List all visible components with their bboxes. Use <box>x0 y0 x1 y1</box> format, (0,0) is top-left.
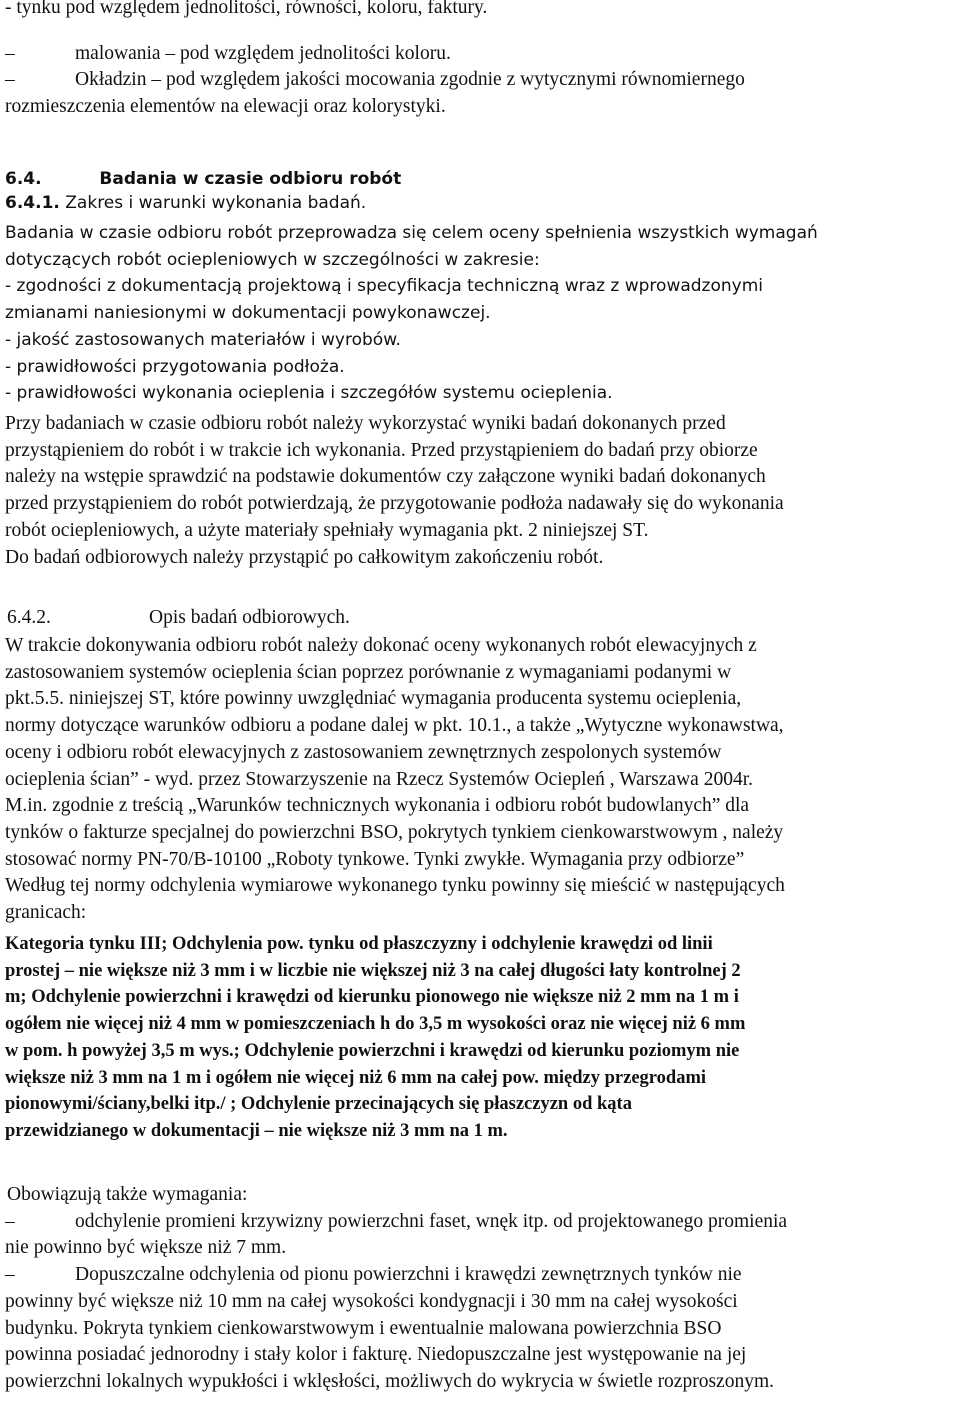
dash-item-text: Dopuszczalne odchylenia od pionu powierzchni i krawędzi zewnętrznych tynków nie <box>75 1264 742 1286</box>
text-line: Badania w czasie odbioru robót przeprowadza się celem oceny spełnienia wszystkich wymagań <box>5 223 818 243</box>
bold-paragraph <box>5 931 955 1145</box>
text-line: granicach: <box>5 902 87 924</box>
text-line: oceny i odbioru robót elewacyjnych z zastosowaniem zewnętrznych zespolonych systemów <box>5 741 722 763</box>
text-line: nie powinno być większe niż 7 mm. <box>5 1237 287 1259</box>
text-line: - tynku pod względem jednolitości, równości, koloru, faktury. <box>5 0 488 18</box>
text-line: powinna posiadać jednorodny i stały kolor i fakturę. Niedopuszczalne jest występowanie na jej <box>5 1344 747 1366</box>
text-line: pkt.5.5. niniejszej ST, które powinny uwzględniać wymagania producenta systemu ocieplenia, <box>5 688 742 710</box>
text-line: stosować normy PN-70/B-10100 „Roboty tynkowe. Tynki zwykłe. Wymagania przy odbiorze” <box>5 848 745 870</box>
subsection-title: Zakres i warunki wykonania badań. <box>65 192 367 213</box>
paragraph <box>5 411 955 571</box>
text-line: m; Odchylenie powierzchni i krawędzi od kierunku pionowego nie większe niż 2 mm na 1 m i <box>5 987 739 1008</box>
text-line: pionowymi/ściany,belki itp./ ; Odchylenie przecinających się płaszczyzn od kąta <box>5 1094 632 1115</box>
text-line: - prawidłowości wykonania ocieplenia i szczegółów systemu ocieplenia. <box>5 383 613 404</box>
text-line: Przy badaniach w czasie odbioru robót należy wykorzystać wyniki badań dokonanych przed <box>5 413 726 434</box>
text-line: przystąpieniem do robót i w trakcie ich wykonania. Przed przystąpieniem do badań przy obiorze <box>5 439 758 461</box>
dash-list-item <box>5 1209 955 1236</box>
dash-list-item <box>5 67 955 94</box>
text-line: - zgodności z dokumentacją projektową i specyfikacja techniczną wraz z wprowadzonymi <box>5 276 764 297</box>
paragraph <box>5 633 955 927</box>
text-line: budynku. Pokryta tynkiem cienkowarstwowym i ewentualnie malowana powierzchnia BSO <box>5 1317 722 1339</box>
dash-bullet: – <box>5 1210 15 1232</box>
text-line: W trakcie dokonywania odbioru robót należy dokonać oceny wykonanych robót elewacyjnych z <box>5 635 757 656</box>
dash-bullet: – <box>5 1264 15 1286</box>
text-line: normy dotyczące warunków odbioru a podane dalej w pkt. 10.1., a także „Wytyczne wykonawstwa, <box>5 715 784 737</box>
section-heading <box>5 605 955 632</box>
text-line: przed przystąpieniem do robót potwierdzają, że przygotowanie podłoża nadawały się do wykonania <box>5 493 784 515</box>
dash-list-item <box>5 41 955 68</box>
dash-list-item <box>5 1262 955 1289</box>
text-line: zmianami naniesionymi w dokumentacji powykonawczej. <box>5 303 491 324</box>
text-line: Według tej normy odchylenia wymiarowe wykonanego tynku powinny się mieścić w następujących <box>5 875 785 897</box>
paragraph <box>5 1182 955 1396</box>
text-line: tynków o fakturze specjalnej do powierzchni BSO, pokrytych tynkiem cienkowarstwowym , należy <box>5 821 784 843</box>
dash-item-text: malowania – pod względem jednolitości koloru. <box>75 42 451 64</box>
text-line: powierzchni lokalnych wypukłości i wklęsłości, możliwych do wykrycia w świetle rozproszonym. <box>5 1370 774 1392</box>
text-line: prostej – nie większe niż 3 mm i w liczbie nie większej niż 3 na całej długości łaty kontrolnej 2 <box>5 960 741 981</box>
text-line: rozmieszczenia elementów na elewacji oraz kolorystyki. <box>5 96 446 118</box>
text-line: należy na wstępie sprawdzić na podstawie dokumentów czy załączone wyniki badań dokonanych <box>5 466 766 488</box>
dash-bullet: – <box>5 42 15 64</box>
dash-bullet: – <box>5 69 15 91</box>
text-line: - prawidłowości przygotowania podłoża. <box>5 356 345 377</box>
text-line: Obowiązują także wymagania: <box>7 1184 248 1205</box>
sans-block <box>5 220 955 407</box>
dash-item-text: Okładzin – pod względem jakości mocowania zgodnie z wytycznymi równomiernego <box>75 69 745 91</box>
section-title: Badania w czasie odbioru robót <box>99 169 402 189</box>
text-line: zastosowaniem systemów ocieplenia ścian poprzez porównanie z wymaganiami podanymi w <box>5 661 732 683</box>
text-line: - jakość zastosowanych materiałów i wyrobów. <box>5 329 401 350</box>
dash-item-text: odchylenie promieni krzywizny powierzchni faset, wnęk itp. od projektowanego promienia <box>75 1210 788 1232</box>
section-number: 6.4.2. <box>7 607 51 628</box>
text-line: Kategoria tynku III; Odchylenia pow. tynku od płaszczyzny i odchylenie krawędzi od linii <box>5 934 713 954</box>
text-line: powinny być większe niż 10 mm na całej wysokości kondygnacji i 30 mm na całej wysokości <box>5 1290 738 1312</box>
text-line: Do badań odbiorowych należy przystąpić po całkowitym zakończeniu robót. <box>5 546 604 568</box>
text-line: ogółem nie więcej niż 4 mm w pomieszczeniach h do 3,5 m wysokości oraz nie więcej niż 6 mm <box>5 1014 746 1035</box>
section-number: 6.4. <box>5 169 42 189</box>
text-line: dotyczących robót ociepleniowych w szczególności w zakresie: <box>5 249 540 270</box>
text-line: robót ociepleniowych, a użyte materiały spełniały wymagania pkt. 2 niniejszej ST. <box>5 519 649 541</box>
section-title: Opis badań odbiorowych. <box>149 607 350 628</box>
text-line: M.in. zgodnie z treścią „Warunków technicznych wykonania i odbioru robót budowlanych” dla <box>5 795 750 817</box>
text-line: większe niż 3 mm na 1 m i ogółem nie więcej niż 6 mm na całej pow. między przegrodami <box>5 1067 706 1088</box>
section-heading <box>5 166 955 216</box>
text-line: przewidzianego w dokumentacji – nie większe niż 3 mm na 1 m. <box>5 1120 508 1141</box>
text-line: ocieplenia ścian” - wyd. przez Stowarzyszenie na Rzecz Systemów Ociepleń , Warszawa 2004r. <box>5 768 753 790</box>
subsection-number: 6.4.1. <box>5 192 60 213</box>
text-line: w pom. h powyżej 3,5 m wys.; Odchylenie powierzchni i krawędzi od kierunku poziomym nie <box>5 1040 740 1061</box>
